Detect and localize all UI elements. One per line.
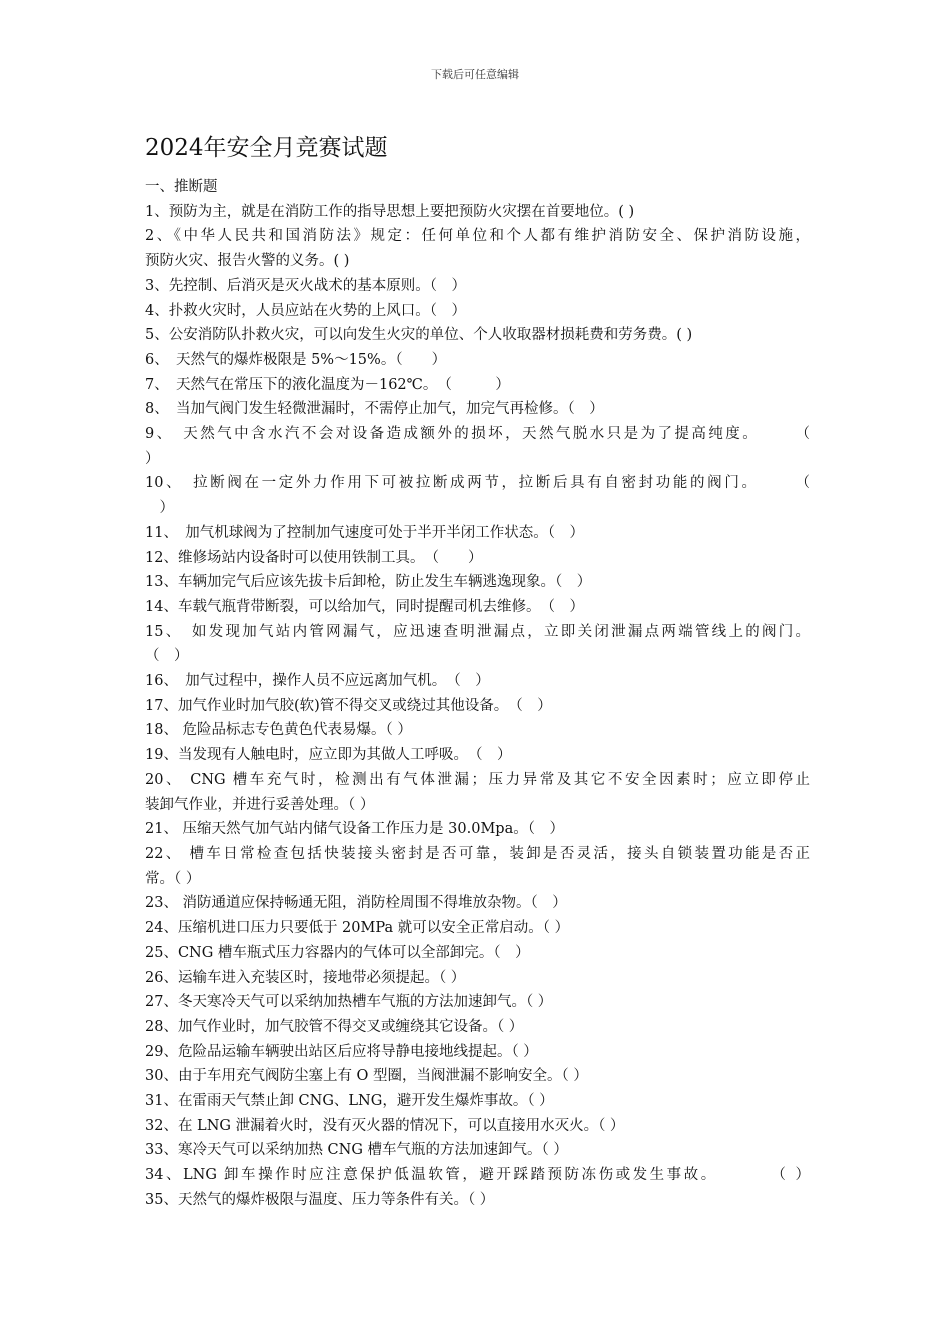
question-25	[145, 941, 810, 966]
question-8	[145, 397, 810, 422]
question-text: 11、 加气机球阀为了控制加气速度可处于半开半闭工作状态。（ ）	[145, 524, 584, 541]
question-text: 19、当发现有人触电时，应立即为其做人工呼吸。 （ ）	[145, 747, 512, 764]
question-13	[145, 570, 810, 595]
question-text: 35、天然气的爆炸极限与温度、压力等条件有关。（ ）	[145, 1191, 495, 1208]
question-text: 23、 消防通道应保持畅通无阻，消防栓周围不得堆放杂物。（ ）	[145, 895, 567, 912]
question-text: 27、冬天寒冷天气可以采纳加热槽车气瓶的方法加速卸气。（ ）	[145, 994, 553, 1011]
question-text: 29、危险品运输车辆驶出站区后应将导静电接地线提起。（ ）	[145, 1043, 538, 1060]
question-text: 12、维修场站内设备时可以使用铁制工具。 （ ）	[145, 549, 483, 566]
question-text-continued: 预防火灾、报告火警的义务。( )	[145, 253, 350, 270]
question-1	[145, 200, 810, 225]
question-text: 13、车辆加完气后应该先拔卡后卸枪，防止发生车辆逃逸现象。（ ）	[145, 574, 592, 591]
question-text: 21、 压缩天然气加气站内储气设备工作压力是 30.0Mpa。（ ）	[145, 821, 564, 838]
question-10	[145, 471, 810, 520]
question-text: 22、 槽车日常检查包括快装接头密封是否可靠，装卸是否灵活，接头自锁装置功能是否正	[145, 845, 810, 862]
question-list	[145, 175, 810, 1213]
question-text: 6、 天然气的爆炸极限是 5%～15%。（ ）	[145, 351, 447, 368]
question-text: 9、 天然气中含水汽不会对设备造成额外的损坏，天然气脱水只是为了提高纯度。 （	[145, 426, 810, 443]
question-21	[145, 817, 810, 842]
question-text: 33、寒冷天气可以采纳加热 CNG 槽车气瓶的方法加速卸气。（ ）	[145, 1142, 568, 1159]
question-text: 1、预防为主，就是在消防工作的指导思想上要把预防火灾摆在首要地位。( )	[145, 203, 635, 220]
question-17	[145, 694, 810, 719]
question-32	[145, 1114, 810, 1139]
question-text: 17、加气作业时加气胶(软)管不得交叉或绕过其他设备。 （ ）	[145, 697, 552, 714]
question-9	[145, 422, 810, 471]
question-text: 32、在 LNG 泄漏着火时，没有灭火器的情况下，可以直接用水灭火。（ ）	[145, 1117, 625, 1134]
question-2	[145, 224, 810, 273]
question-text: 5、公安消防队扑救火灾，可以向发生火灾的单位、个人收取器材损耗费和劳务费。( )	[145, 327, 693, 344]
question-text: 28、加气作业时，加气胶管不得交叉或缠绕其它设备。（ ）	[145, 1018, 524, 1035]
document-title: 2024年安全月竞赛试题	[145, 135, 388, 161]
question-text-continued: 常。（ ）	[145, 870, 201, 887]
question-6	[145, 348, 810, 373]
question-18	[145, 718, 810, 743]
question-text: 10、 拉断阀在一定外力作用下可被拉断成两节，拉断后具有自密封功能的阀门。 （	[145, 475, 810, 492]
question-text: 15、 如发现加气站内管网漏气，应迅速查明泄漏点，立即关闭泄漏点两端管线上的阀门。	[145, 623, 810, 640]
question-12	[145, 546, 810, 571]
question-text: 8、 当加气阀门发生轻微泄漏时，不需停止加气，加完气再检修。（ ）	[145, 401, 604, 418]
page-header: 下载后可任意编辑	[431, 68, 519, 81]
question-text: 31、在雷雨天气禁止卸 CNG、LNG，避开发生爆炸事故。（ ）	[145, 1093, 554, 1110]
question-text: 2、《中华人民共和国消防法》规定：任何单位和个人都有维护消防安全、保护消防设施，	[145, 228, 810, 245]
question-20	[145, 768, 810, 817]
question-text: 4、扑救火灾时，人员应站在火势的上风口。（ ）	[145, 302, 466, 319]
question-33	[145, 1138, 810, 1163]
question-29	[145, 1040, 810, 1065]
question-15	[145, 620, 810, 669]
question-text: 24、压缩机进口压力只要低于 20MPa 就可以安全正常启动。（ ）	[145, 920, 570, 937]
question-28	[145, 1015, 810, 1040]
question-5	[145, 323, 810, 348]
question-text: 25、CNG 槽车瓶式压力容器内的气体可以全部卸完。（ ）	[145, 944, 530, 961]
question-text: 16、 加气过程中，操作人员不应远离加气机。 （ ）	[145, 673, 490, 690]
question-text: 7、 天然气在常压下的液化温度为－162℃。 （ ）	[145, 376, 510, 393]
question-22	[145, 842, 810, 891]
question-19	[145, 743, 810, 768]
question-text-continued: ）	[145, 450, 160, 467]
question-text: 18、 危险品标志专色黄色代表易爆。（ ）	[145, 722, 412, 739]
question-16	[145, 669, 810, 694]
question-7	[145, 373, 810, 398]
section-heading: 一、推断题	[145, 179, 218, 195]
question-30	[145, 1064, 810, 1089]
question-27	[145, 990, 810, 1015]
question-text-continued: ）	[145, 500, 174, 517]
question-text: 14、车载气瓶背带断裂，可以给加气，同时提醒司机去维修。 （ ）	[145, 598, 584, 615]
question-text-continued: 装卸气作业，并进行妥善处理。（ ）	[145, 796, 375, 813]
question-text: 20、 CNG 槽车充气时，检测出有气体泄漏；压力异常及其它不安全因素时；应立即停止	[145, 771, 810, 788]
question-text: 30、由于车用充气阀防尘塞上有 O 型圈，当阀泄漏不影响安全。（ ）	[145, 1068, 588, 1085]
question-26	[145, 966, 810, 991]
question-text: 3、先控制、后消灭是灭火战术的基本原则。（ ）	[145, 277, 466, 294]
question-text: 34、LNG 卸车操作时应注意保护低温软管，避开踩踏预防冻伤或发生事故。 （ ）	[145, 1167, 810, 1184]
question-text: 26、运输车进入充装区时，接地带必须提起。（ ）	[145, 969, 466, 986]
question-4	[145, 299, 810, 324]
question-text-continued: （ ）	[145, 648, 189, 665]
question-31	[145, 1089, 810, 1114]
question-23	[145, 891, 810, 916]
question-35	[145, 1188, 810, 1213]
question-34	[145, 1163, 810, 1188]
question-11	[145, 521, 810, 546]
question-3	[145, 274, 810, 299]
question-24	[145, 916, 810, 941]
question-14	[145, 595, 810, 620]
